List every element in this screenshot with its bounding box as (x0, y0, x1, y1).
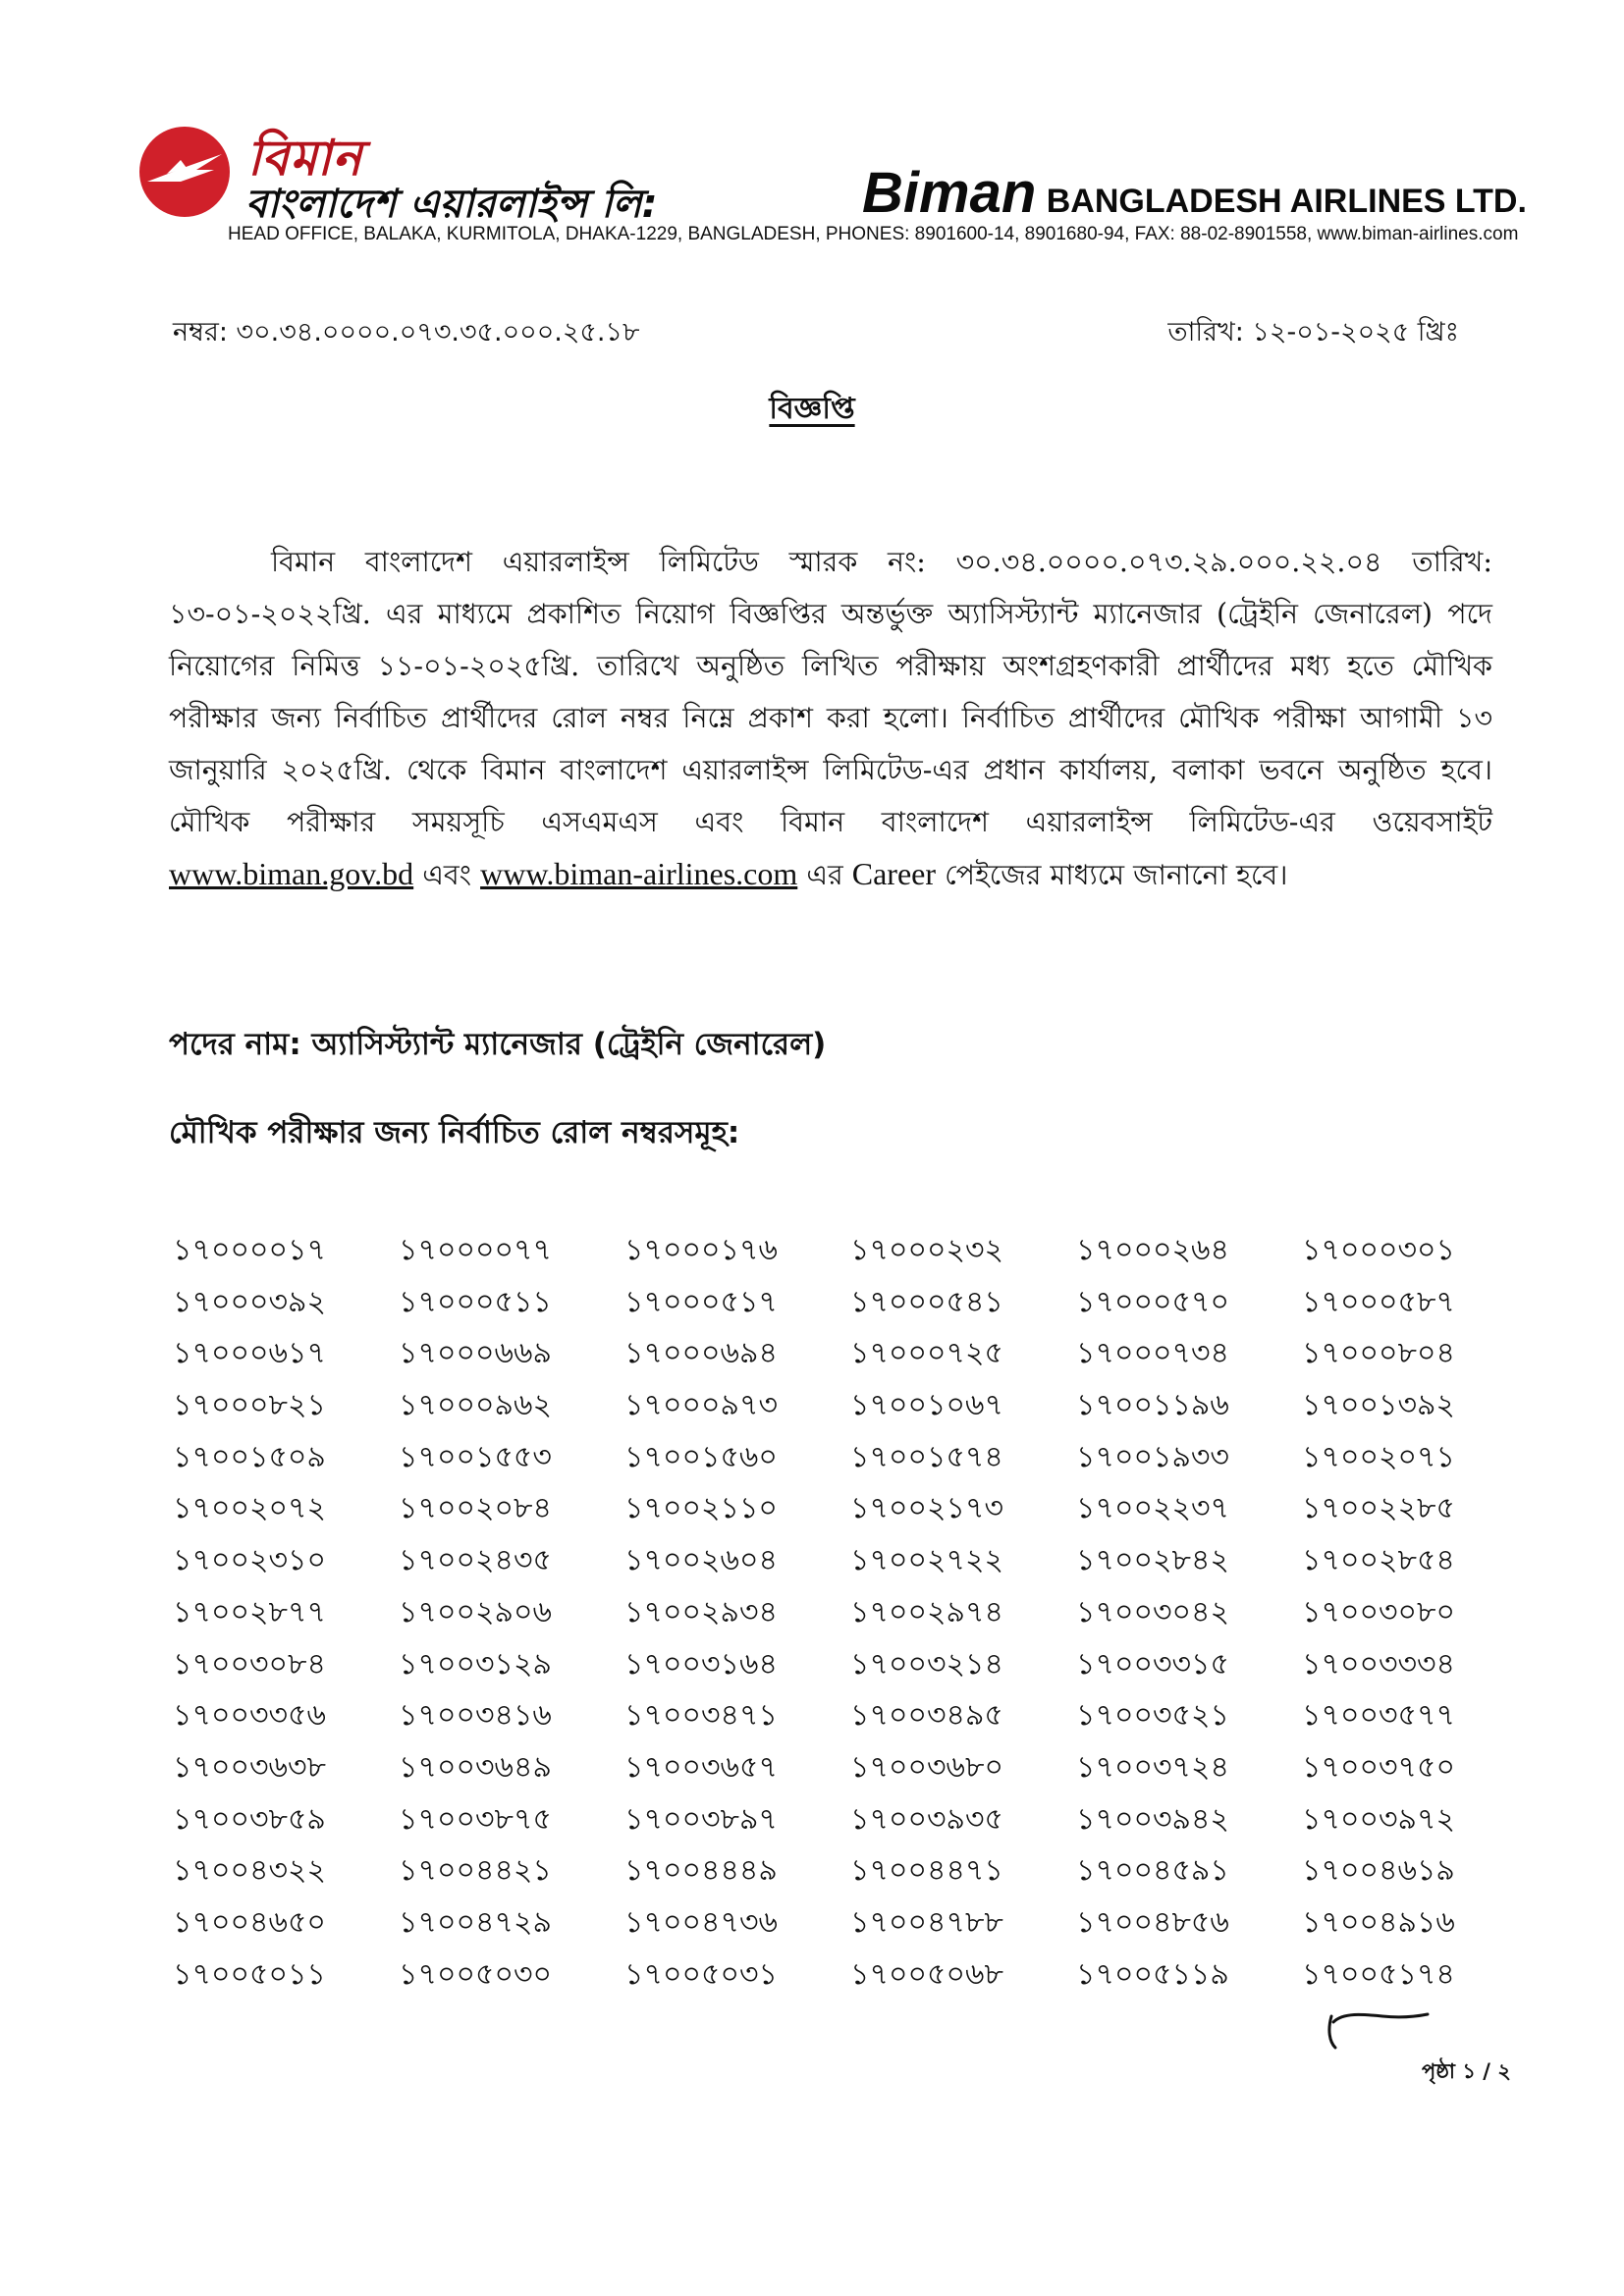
roll-number: ১৭০০২২৮৫ (1302, 1491, 1455, 1526)
roll-number: ১৭০০২৯৩৪ (624, 1594, 778, 1629)
notice-body-career: Career (851, 856, 937, 891)
roll-number: ১৭০০২৮৪২ (1076, 1543, 1229, 1578)
roll-number: ১৭০০৩৮৭৫ (399, 1801, 552, 1837)
document-title-text: বিজ্ঞপ্তি (769, 392, 855, 426)
roll-number: ১৭০০৩৭২৪ (1076, 1749, 1229, 1785)
roll-number: ১৭০০২৮৭৭ (173, 1594, 326, 1629)
roll-number: ১৭০০৩০৮৪ (173, 1646, 326, 1682)
roll-number: ১৭০০০২৬৪ (1076, 1233, 1229, 1267)
roll-number: ১৭০০০৩০১ (1302, 1233, 1455, 1267)
roll-number: ১৭০০৩৬৮০ (850, 1749, 1003, 1785)
roll-number: ১৭০০২৩১০ (173, 1543, 326, 1578)
roll-number: ১৭০০৪৯১৬ (1302, 1904, 1455, 1940)
roll-number: ১৭০০৩২১৪ (850, 1646, 1003, 1682)
roll-number: ১৭০০৪৪৪৯ (624, 1853, 778, 1889)
roll-number: ১৭০০৩১৬৪ (624, 1646, 778, 1682)
roll-number: ১৭০০০৩৯২ (173, 1284, 326, 1319)
roll-number: ১৭০০৫১১৯ (1076, 1956, 1229, 1992)
notice-body-part2: পেইজের মাধ্যমে জানানো হবে। (945, 859, 1288, 891)
document-title (0, 385, 1624, 435)
roll-number: ১৭০০০৯৭৩ (624, 1388, 778, 1423)
roll-number: ১৭০০২০৮৪ (399, 1491, 552, 1526)
roll-number: ১৭০০০৭৩৪ (1076, 1336, 1229, 1371)
roll-number: ১৭০০৪৪৭১ (850, 1853, 1003, 1889)
link-biman-airlines[interactable]: www.biman-airlines.com (480, 856, 798, 891)
roll-number: ১৭০০৩৫২১ (1076, 1698, 1229, 1734)
notice-body (169, 536, 1492, 901)
brand-name-biman: Biman (862, 161, 1037, 225)
roll-number: ১৭০০০৬৬৯ (399, 1336, 552, 1371)
roll-number: ১৭০০১৫০৯ (173, 1439, 326, 1474)
roll-number: ১৭০০০১৭৬ (624, 1233, 778, 1267)
roll-number: ১৭০০১৫৫৩ (399, 1439, 552, 1474)
letterhead (137, 120, 1527, 257)
roll-number: ১৭০০০৫৭০ (1076, 1284, 1229, 1319)
roll-number: ১৭০০১৫৭৪ (850, 1439, 1003, 1474)
memo-date: তারিখ: ১২-০১-২০২৫ খ্রিঃ (1167, 317, 1459, 347)
roll-number: ১৭০০৩৫৭৭ (1302, 1698, 1455, 1734)
notice-body-er: এর (806, 859, 843, 891)
head-office-address: HEAD OFFICE, BALAKA, KURMITOLA, DHAKA-1229, BANGLADESH, PHONES: 8901600-14, 8901680-94, FAX: 88-02-8901558, www.biman-airlines.com (228, 224, 1519, 244)
page-number: পৃষ্ঠা ১ / ২ (1422, 2059, 1511, 2083)
roll-number: ১৭০০২৪৩৫ (399, 1543, 552, 1578)
roll-number: ১৭০০০৫৮৭ (1302, 1284, 1455, 1319)
roll-number: ১৭০০৩৩১৫ (1076, 1646, 1229, 1682)
roll-number: ১৭০০৫০১১ (173, 1956, 326, 1992)
roll-number: ১৭০০৩৯৪২ (1076, 1801, 1229, 1837)
roll-number: ১৭০০৪৮৫৬ (1076, 1904, 1229, 1940)
roll-number: ১৭০০৪৭২৯ (399, 1904, 552, 1940)
roll-number: ১৭০০৩৬৩৮ (173, 1749, 326, 1785)
roll-number: ১৭০০৪৩২২ (173, 1853, 326, 1889)
roll-number: ১৭০০০৫১১ (399, 1284, 552, 1319)
signature-icon (1324, 2002, 1441, 2057)
roll-number: ১৭০০১১৯৬ (1076, 1388, 1229, 1423)
roll-number: ১৭০০৩৩৫৬ (173, 1698, 326, 1734)
roll-number: ১৭০০০৭২৫ (850, 1336, 1003, 1371)
roll-number: ১৭০০২৯০৬ (399, 1594, 552, 1629)
roll-number: ১৭০০২০৭১ (1302, 1439, 1455, 1474)
roll-number: ১৭০০১৫৬০ (624, 1439, 778, 1474)
roll-number: ১৭০০০৯৬২ (399, 1388, 552, 1423)
roll-number: ১৭০০২৯৭৪ (850, 1594, 1003, 1629)
roll-number: ১৭০০৩৬৪৯ (399, 1749, 552, 1785)
brand-name-english (862, 161, 1527, 225)
memo-number: নম্বর: ৩০.৩৪.০০০০.০৭৩.৩৫.০০০.২৫.১৮ (173, 317, 640, 347)
roll-numbers-heading: মৌখিক পরীক্ষার জন্য নির্বাচিত রোল নম্বরসমূহ: (169, 1115, 740, 1150)
roll-number: ১৭০০৩০৪২ (1076, 1594, 1229, 1629)
roll-number: ১৭০০০২৩২ (850, 1233, 1004, 1267)
roll-number-grid (173, 1225, 1528, 2001)
roll-number: ১৭০০১৩৯২ (1302, 1388, 1455, 1423)
roll-number: ১৭০০৪৪২১ (399, 1853, 552, 1889)
roll-number: ১৭০০৪৫৯১ (1076, 1853, 1229, 1889)
roll-number: ১৭০০৪৭৮৮ (850, 1904, 1003, 1940)
roll-number: ১৭০০০৬৯৪ (624, 1336, 778, 1371)
link-biman-gov[interactable]: www.biman.gov.bd (169, 856, 414, 891)
roll-number: ১৭০০৩১২৯ (399, 1646, 552, 1682)
roll-number: ১৭০০২১১০ (624, 1491, 778, 1526)
roll-number: ১৭০০২৮৫৪ (1302, 1543, 1455, 1578)
roll-number: ১৭০০০৮২১ (173, 1388, 326, 1423)
brand-name-rest: BANGLADESH AIRLINES LTD. (1046, 183, 1527, 220)
roll-number: ১৭০০৩৪৭১ (624, 1698, 778, 1734)
roll-number: ১৭০০৩০৮০ (1302, 1594, 1455, 1629)
roll-number: ১৭০০০০৭৭ (399, 1233, 553, 1267)
roll-number: ১৭০০৪৭৩৬ (624, 1904, 778, 1940)
roll-number: ১৭০০৩৭৫০ (1302, 1749, 1455, 1785)
roll-number: ১৭০০৩৪১৬ (399, 1698, 552, 1734)
roll-number: ১৭০০০৫১৭ (624, 1284, 778, 1319)
roll-number: ১৭০০০৮০৪ (1302, 1336, 1455, 1371)
roll-number: ১৭০০৩৪৯৫ (850, 1698, 1003, 1734)
roll-number: ১৭০০২২৩৭ (1076, 1491, 1230, 1526)
notice-body-and: এবং (422, 859, 472, 891)
biman-logo-icon (137, 125, 232, 219)
roll-number: ১৭০০৩৮৫৯ (173, 1801, 326, 1837)
brand-name-bangla-line2: বাংলাদেশ এয়ারলাইন্স লি: (245, 182, 658, 227)
roll-number: ১৭০০৩৮৯৭ (624, 1801, 778, 1837)
roll-number: ১৭০০০৬১৭ (173, 1336, 326, 1371)
roll-number: ১৭০০৫০৬৮ (850, 1956, 1003, 1992)
roll-number: ১৭০০১৯৩৩ (1076, 1439, 1229, 1474)
roll-number: ১৭০০২৬০৪ (624, 1543, 778, 1578)
roll-number: ১৭০০৪৬৫০ (173, 1904, 326, 1940)
roll-number: ১৭০০৪৬১৯ (1302, 1853, 1455, 1889)
roll-number: ১৭০০২৭২২ (850, 1543, 1004, 1578)
roll-number: ১৭০০০৫৪১ (850, 1284, 1003, 1319)
roll-number: ১৭০০২০৭২ (173, 1491, 327, 1526)
notice-body-part1: বিমান বাংলাদেশ এয়ারলাইন্স লিমিটেড স্মারক নং: ৩০.৩৪.০০০০.০৭৩.২৯.০০০.২২.০৪ তারিখ: ১৩-০১-২০২২খ্রি. এর মাধ্যমে প্রকাশিত নিয়োগ বিজ্ঞপ্তির অন্তর্ভুক্ত অ্যাসিস্ট্যান্ট ম্যানেজার (ট্রেইনি জেনারেল) পদে নিয়োগের নিমিত্ত ১১-০১-২০২৫খ্রি. তারিখে অনুষ্ঠিত লিখিত পরীক্ষায় অংশগ্রহণকারী প্রার্থীদের মধ্য হতে মৌখিক পরীক্ষার জন্য নির্বাচিত প্রার্থীদের রোল নম্বর নিম্নে প্রকাশ করা হলো। নির্বাচিত প্রার্থীদের মৌখিক পরীক্ষা আগামী ১৩ জানুয়ারি ২০২৫খ্রি. থেকে বিমান বাংলাদেশ এয়ারলাইন্স লিমিটেড-এর প্রধান কার্যালয়, বলাকা ভবনে অনুষ্ঠিত হবে। মৌখিক পরীক্ষার সময়সূচি এসএমএস এবং বিমান বাংলাদেশ এয়ারলাইন্স লিমিটেড-এর ওয়েবসাইট (169, 546, 1492, 838)
roll-number: ১৭০০৩৬৫৭ (624, 1749, 778, 1785)
brand-name-bangla-line1: বিমান (247, 130, 363, 187)
roll-number: ১৭০০১০৬৭ (850, 1388, 1003, 1423)
roll-number: ১৭০০০০১৭ (173, 1233, 326, 1267)
post-name: পদের নাম: অ্যাসিস্ট্যান্ট ম্যানেজার (ট্রেইনি জেনারেল) (169, 1027, 827, 1062)
roll-number: ১৭০০৩৩৩৪ (1302, 1646, 1455, 1682)
roll-number: ১৭০০৫০৩০ (399, 1956, 552, 1992)
roll-number: ১৭০০৫০৩১ (624, 1956, 778, 1992)
roll-number: ১৭০০৫১৭৪ (1302, 1956, 1455, 1992)
roll-number: ১৭০০২১৭৩ (850, 1491, 1003, 1526)
roll-number: ১৭০০৩৯৩৫ (850, 1801, 1003, 1837)
roll-number: ১৭০০৩৯৭২ (1302, 1801, 1455, 1837)
